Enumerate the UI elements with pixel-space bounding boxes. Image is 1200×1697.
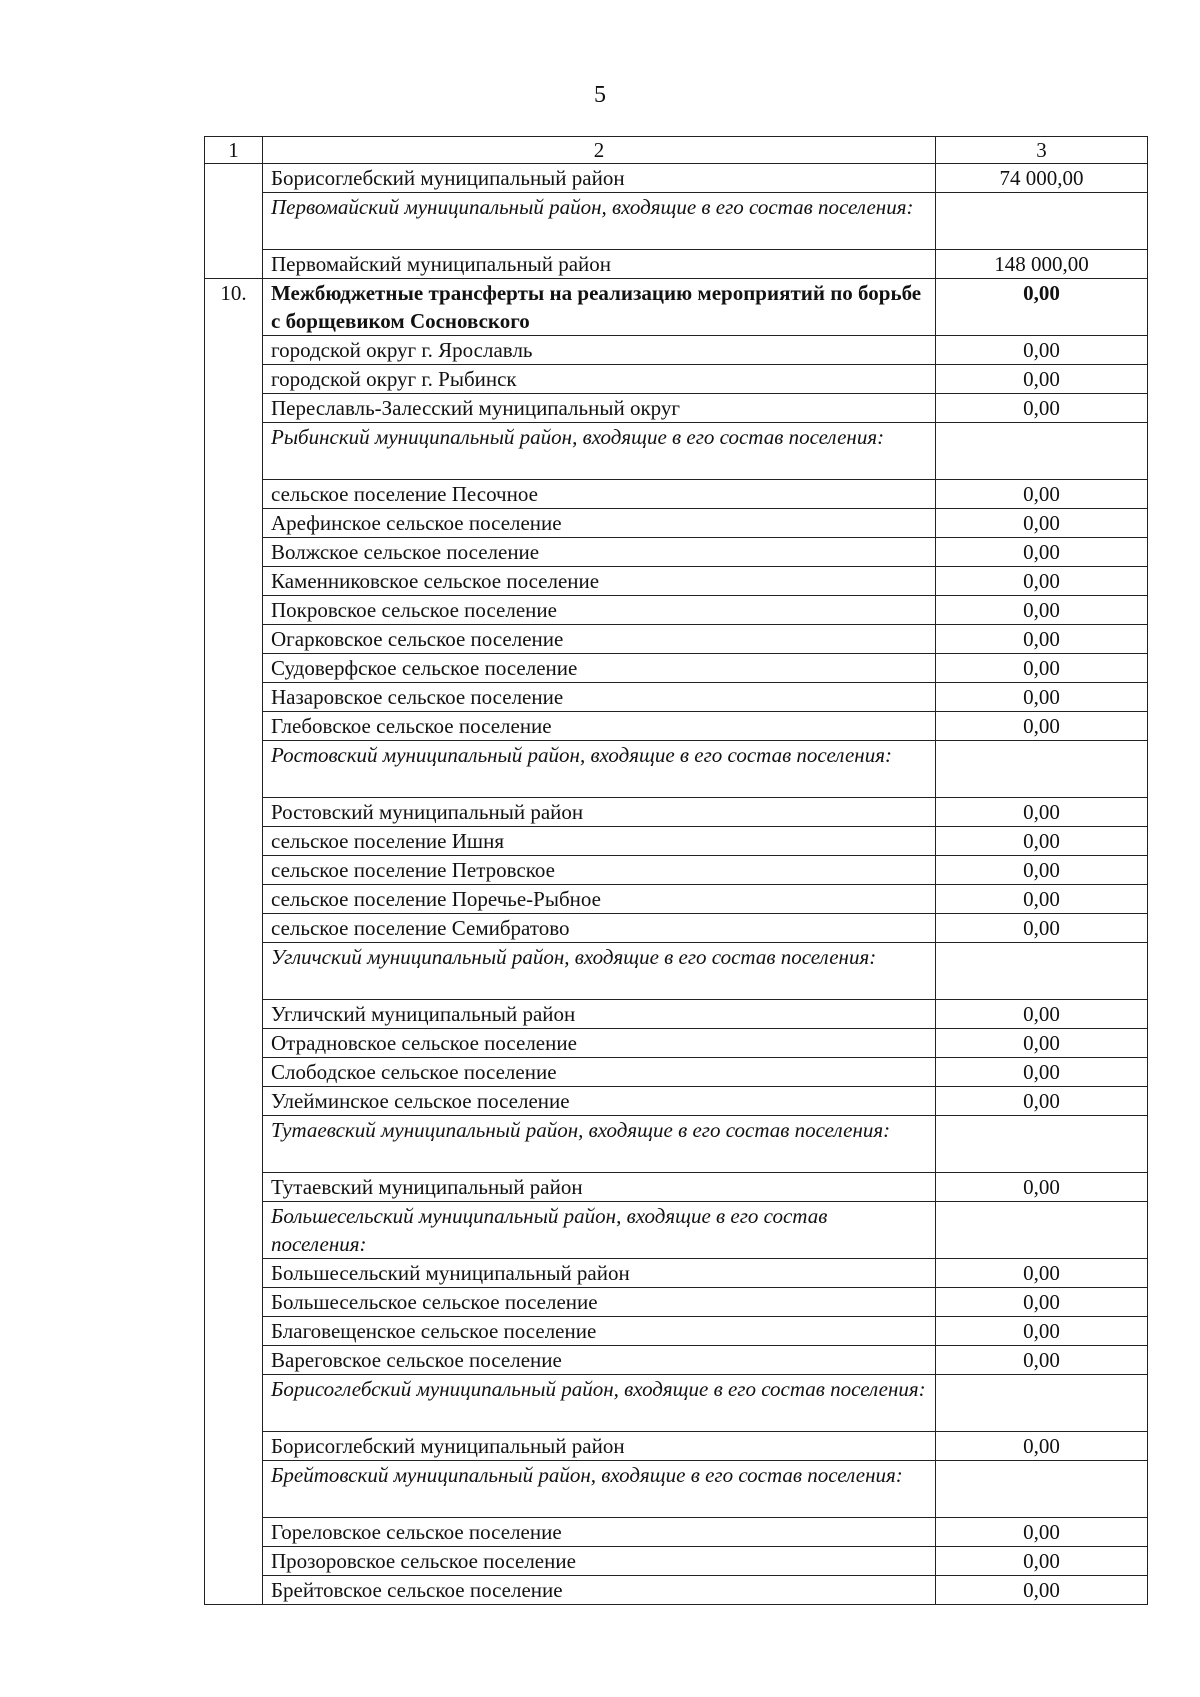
row-amount: 0,00 bbox=[936, 1029, 1148, 1058]
row-amount: 0,00 bbox=[936, 712, 1148, 741]
table-row bbox=[205, 654, 1148, 683]
row-description: сельское поселение Песочное bbox=[263, 480, 936, 509]
table-row bbox=[205, 1518, 1148, 1547]
table-row bbox=[205, 856, 1148, 885]
row-description: Ростовский муниципальный район, входящие в его состав поселения: bbox=[263, 741, 936, 798]
row-amount: 0,00 bbox=[936, 1288, 1148, 1317]
table-row bbox=[205, 365, 1148, 394]
table-row bbox=[205, 683, 1148, 712]
row-amount: 0,00 bbox=[936, 1259, 1148, 1288]
row-amount bbox=[936, 1116, 1148, 1173]
row-amount bbox=[936, 193, 1148, 250]
row-description: Волжское сельское поселение bbox=[263, 538, 936, 567]
row-description: Улейминское сельское поселение bbox=[263, 1087, 936, 1116]
table-row bbox=[205, 1375, 1148, 1432]
table-row bbox=[205, 1288, 1148, 1317]
row-amount: 0,00 bbox=[936, 480, 1148, 509]
row-amount: 0,00 bbox=[936, 279, 1148, 336]
table-row bbox=[205, 943, 1148, 1000]
table-row bbox=[205, 164, 1148, 193]
header-cell-3: 3 bbox=[936, 137, 1148, 164]
row-description: Благовещенское сельское поселение bbox=[263, 1317, 936, 1346]
table-row bbox=[205, 1576, 1148, 1605]
row-description: сельское поселение Ишня bbox=[263, 827, 936, 856]
row-amount bbox=[936, 1461, 1148, 1518]
row-amount: 0,00 bbox=[936, 596, 1148, 625]
row-description: сельское поселение Петровское bbox=[263, 856, 936, 885]
table-row bbox=[205, 827, 1148, 856]
table-row bbox=[205, 1087, 1148, 1116]
table-row bbox=[205, 1461, 1148, 1518]
row-amount bbox=[936, 741, 1148, 798]
row-description: Борисоглебский муниципальный район bbox=[263, 1432, 936, 1461]
table-body bbox=[205, 164, 1148, 1605]
row-description: Слободское сельское поселение bbox=[263, 1058, 936, 1087]
row-description: Борисоглебский муниципальный район, входящие в его состав поселения: bbox=[263, 1375, 936, 1432]
row-amount: 0,00 bbox=[936, 914, 1148, 943]
row-amount: 0,00 bbox=[936, 365, 1148, 394]
row-amount: 0,00 bbox=[936, 1432, 1148, 1461]
table-row bbox=[205, 279, 1148, 336]
allocation-table bbox=[204, 136, 1148, 1605]
row-amount: 0,00 bbox=[936, 1547, 1148, 1576]
row-amount: 0,00 bbox=[936, 1576, 1148, 1605]
row-amount: 0,00 bbox=[936, 538, 1148, 567]
row-description: Угличский муниципальный район, входящие в его состав поселения: bbox=[263, 943, 936, 1000]
row-description: Судоверфское сельское поселение bbox=[263, 654, 936, 683]
row-description: Каменниковское сельское поселение bbox=[263, 567, 936, 596]
row-amount: 0,00 bbox=[936, 1317, 1148, 1346]
table-row bbox=[205, 1259, 1148, 1288]
row-description: Большесельский муниципальный район, входящие в его состав поселения: bbox=[263, 1202, 936, 1259]
table-row bbox=[205, 596, 1148, 625]
row-amount: 0,00 bbox=[936, 1173, 1148, 1202]
row-description: Отрадновское сельское поселение bbox=[263, 1029, 936, 1058]
row-amount: 0,00 bbox=[936, 654, 1148, 683]
table-row bbox=[205, 1547, 1148, 1576]
table-header-row bbox=[205, 137, 1148, 164]
row-amount: 0,00 bbox=[936, 683, 1148, 712]
row-description: Огарковское сельское поселение bbox=[263, 625, 936, 654]
row-amount: 0,00 bbox=[936, 827, 1148, 856]
row-description: Первомайский муниципальный район, входящие в его состав поселения: bbox=[263, 193, 936, 250]
row-amount: 0,00 bbox=[936, 394, 1148, 423]
row-amount bbox=[936, 1202, 1148, 1259]
row-amount bbox=[936, 943, 1148, 1000]
row-description: Рыбинский муниципальный район, входящие в его состав поселения: bbox=[263, 423, 936, 480]
row-description: Первомайский муниципальный район bbox=[263, 250, 936, 279]
table-row bbox=[205, 423, 1148, 480]
table-row bbox=[205, 336, 1148, 365]
row-amount: 0,00 bbox=[936, 509, 1148, 538]
table-row bbox=[205, 1029, 1148, 1058]
header-cell-1: 1 bbox=[205, 137, 263, 164]
table-row bbox=[205, 1202, 1148, 1259]
row-description: Ростовский муниципальный район bbox=[263, 798, 936, 827]
row-description: Переславль-Залесский муниципальный округ bbox=[263, 394, 936, 423]
row-amount: 0,00 bbox=[936, 336, 1148, 365]
row-description: городской округ г. Ярославль bbox=[263, 336, 936, 365]
row-description: Большесельский муниципальный район bbox=[263, 1259, 936, 1288]
table-row bbox=[205, 885, 1148, 914]
row-amount bbox=[936, 423, 1148, 480]
table-row bbox=[205, 712, 1148, 741]
table-row bbox=[205, 1000, 1148, 1029]
row-description: Большесельское сельское поселение bbox=[263, 1288, 936, 1317]
row-amount bbox=[936, 1375, 1148, 1432]
row-amount: 0,00 bbox=[936, 1058, 1148, 1087]
row-amount: 0,00 bbox=[936, 625, 1148, 654]
row-description: Арефинское сельское поселение bbox=[263, 509, 936, 538]
row-description: Вареговское сельское поселение bbox=[263, 1346, 936, 1375]
table-row bbox=[205, 741, 1148, 798]
table-row bbox=[205, 914, 1148, 943]
row-description: Угличский муниципальный район bbox=[263, 1000, 936, 1029]
row-description: Прозоровское сельское поселение bbox=[263, 1547, 936, 1576]
table-row bbox=[205, 1173, 1148, 1202]
row-amount: 0,00 bbox=[936, 1346, 1148, 1375]
table-row bbox=[205, 1116, 1148, 1173]
row-description: Межбюджетные трансферты на реализацию мероприятий по борьбе с борщевиком Сосновского bbox=[263, 279, 936, 336]
row-description: Тутаевский муниципальный район, входящие в его состав поселения: bbox=[263, 1116, 936, 1173]
row-description: Брейтовский муниципальный район, входящие в его состав поселения: bbox=[263, 1461, 936, 1518]
row-amount: 0,00 bbox=[936, 798, 1148, 827]
table-row bbox=[205, 1432, 1148, 1461]
row-description: сельское поселение Поречье-Рыбное bbox=[263, 885, 936, 914]
row-description: Покровское сельское поселение bbox=[263, 596, 936, 625]
header-cell-2: 2 bbox=[263, 137, 936, 164]
row-amount: 74 000,00 bbox=[936, 164, 1148, 193]
row-description: сельское поселение Семибратово bbox=[263, 914, 936, 943]
table-row bbox=[205, 625, 1148, 654]
table-row bbox=[205, 394, 1148, 423]
table-row bbox=[205, 250, 1148, 279]
row-number-cell: 10. bbox=[205, 279, 263, 1605]
row-description: Тутаевский муниципальный район bbox=[263, 1173, 936, 1202]
table-row bbox=[205, 509, 1148, 538]
row-amount: 0,00 bbox=[936, 1518, 1148, 1547]
row-amount: 0,00 bbox=[936, 856, 1148, 885]
row-description: Брейтовское сельское поселение bbox=[263, 1576, 936, 1605]
table-row bbox=[205, 1058, 1148, 1087]
table-row bbox=[205, 798, 1148, 827]
row-amount: 0,00 bbox=[936, 567, 1148, 596]
row-description: Гореловское сельское поселение bbox=[263, 1518, 936, 1547]
table-row bbox=[205, 480, 1148, 509]
table-row bbox=[205, 1317, 1148, 1346]
table-row bbox=[205, 1346, 1148, 1375]
row-amount: 148 000,00 bbox=[936, 250, 1148, 279]
row-amount: 0,00 bbox=[936, 885, 1148, 914]
row-description: Назаровское сельское поселение bbox=[263, 683, 936, 712]
row-amount: 0,00 bbox=[936, 1000, 1148, 1029]
row-amount: 0,00 bbox=[936, 1087, 1148, 1116]
table-row bbox=[205, 567, 1148, 596]
table-row bbox=[205, 538, 1148, 567]
row-description: городской округ г. Рыбинск bbox=[263, 365, 936, 394]
row-description: Глебовское сельское поселение bbox=[263, 712, 936, 741]
page-number: 5 bbox=[594, 82, 606, 108]
table-row bbox=[205, 193, 1148, 250]
row-number-cell bbox=[205, 164, 263, 279]
row-description: Борисоглебский муниципальный район bbox=[263, 164, 936, 193]
